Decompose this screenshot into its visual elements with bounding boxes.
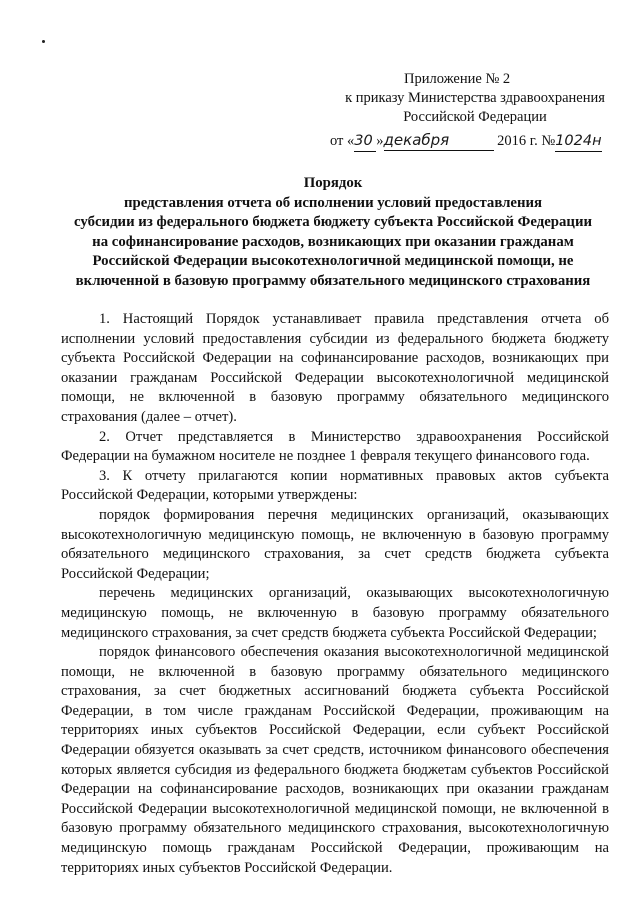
paragraph-item-2: перечень медицинских организаций, оказывающих высокотехнологичную медицинскую помощь, не включенную в базовую программу обязательного медицинского страхования, за счет средств бюджета субъекта Российской Федерации; bbox=[61, 585, 609, 641]
title-line: Порядок bbox=[303, 175, 363, 191]
appendix-header bbox=[330, 70, 620, 153]
ministry-country: Российской Федерации bbox=[403, 109, 547, 125]
date-month-handwritten: декабря bbox=[384, 131, 494, 151]
paragraph-item-3: порядок финансового обеспечения оказания высокотехнологичной медицинской помощи, не включенной в базовую программу обязательного медицинского страхования, за счет бюджетных ассигнований бюджета субъекта Российской Федерации, в том числе гражданам Российской Федерации, проживающим на территориях иных субъектов Российской Федерации, если субъект Российской Федерации обязуется оказывать за счет средств, источником финансового обеспечения которых является субсидия из федерального бюджета бюджетам субъектов Российской Федерации на софинансирование расходов, возникающих при оказании гражданам Российской Федерации высокотехнологичной медицинской помощи, не включенной в базовую программу обязательного медицинского страхования, высокотехнологичную медицинскую помощь гражданам Российской Федерации, проживающим на территориях иных субъектов Российской Федерации. bbox=[61, 644, 609, 876]
order-reference: к приказу Министерства здравоохранения bbox=[345, 90, 605, 106]
date-year: 2016 г. № bbox=[497, 133, 556, 149]
paragraph-item-1: порядок формирования перечня медицинских организаций, оказывающих высокотехнологичную медицинскую помощь, не включенную в базовую программу обязательного медицинского страхования, за счет средств бюджета субъекта Российской Федерации; bbox=[61, 506, 609, 582]
title-line: представления отчета об исполнении условий предоставления bbox=[123, 194, 543, 211]
order-number-handwritten: 1024н bbox=[555, 132, 601, 152]
title-line: включенной в базовую программу обязательного медицинского страхования bbox=[75, 272, 591, 289]
scan-speck bbox=[42, 40, 45, 43]
document-body bbox=[61, 310, 609, 878]
paragraph-3: 3. К отчету прилагаются копии нормативных правовых актов субъекта Российской Федерации, которыми утверждены: bbox=[61, 467, 609, 504]
date-day-handwritten: 30 bbox=[354, 132, 376, 152]
document-title bbox=[58, 174, 608, 291]
title-line: на софинансирование расходов, возникающих при оказании гражданам bbox=[92, 233, 574, 250]
appendix-number: Приложение № 2 bbox=[404, 71, 511, 87]
paragraph-2: 2. Отчет представляется в Министерство здравоохранения Российской Федерации на бумажном носителе не позднее 1 февраля текущего финансового года. bbox=[61, 428, 609, 465]
date-prefix: от « bbox=[330, 133, 355, 149]
date-quote-close: » bbox=[376, 133, 384, 149]
order-date-line bbox=[330, 131, 620, 153]
title-line: Российской Федерации высокотехнологичной медицинской помощи, не bbox=[92, 253, 574, 269]
title-line: субсидии из федерального бюджета бюджету субъекта Российской Федерации bbox=[74, 214, 592, 230]
paragraph-1: 1. Настоящий Порядок устанавливает правила представления отчета об исполнении условий предоставления субсидии из федерального бюджета бюджету субъекта Российской Федерации на софинансирование расходов, возникающих при оказании гражданам Российской Федерации высокотехнологичной медицинской помощи, не включенной в базовую программу обязательного медицинского страхования (далее – отчет). bbox=[61, 311, 609, 425]
